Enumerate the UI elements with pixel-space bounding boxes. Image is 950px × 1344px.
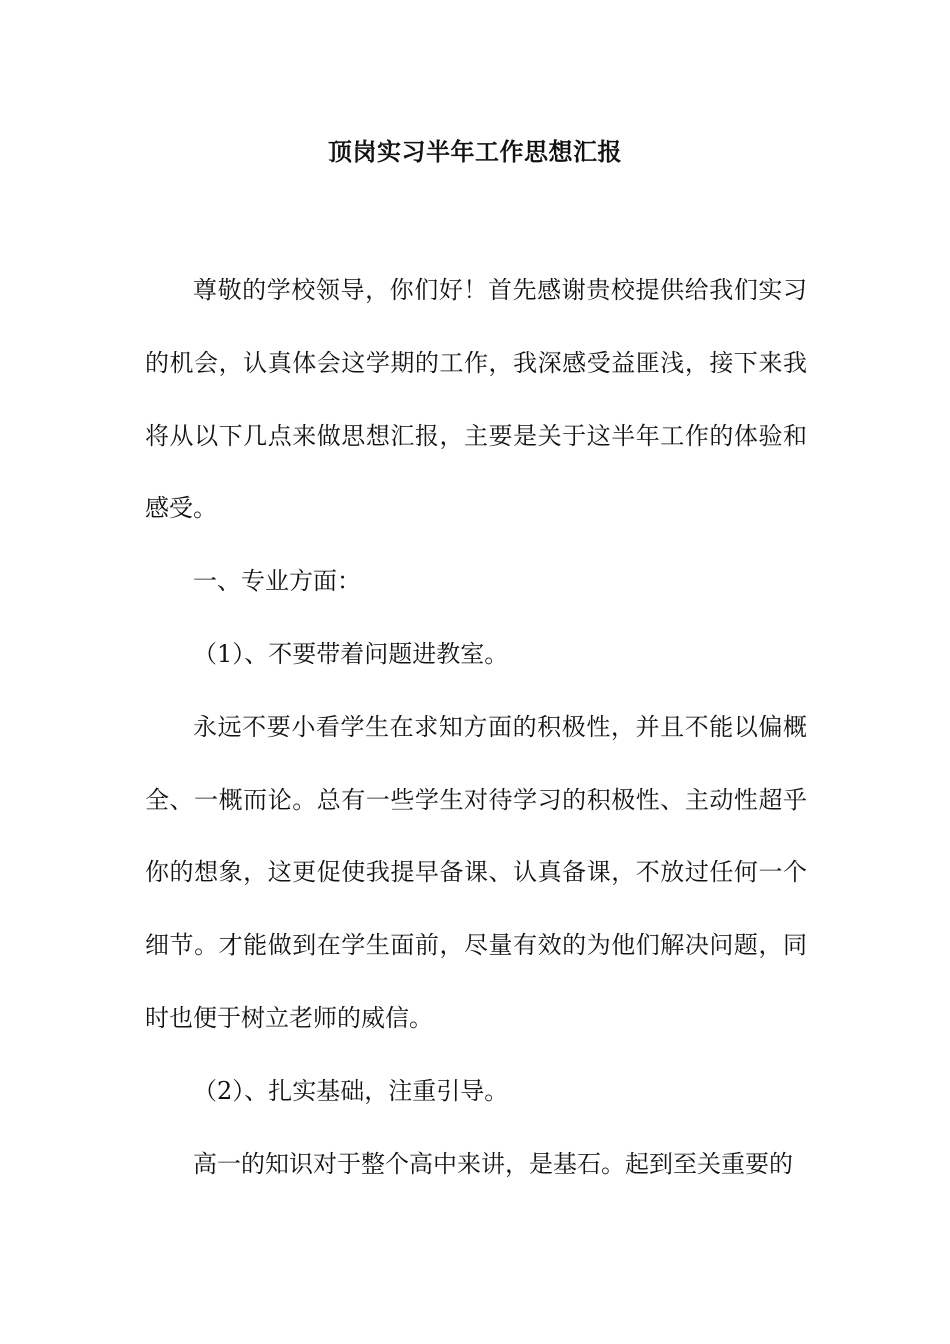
section-heading-professional: 一、专业方面： xyxy=(193,567,361,596)
paragraph-1: 永远不要小看学生在求知方面的积极性，并且不能以偏概全、一概而论。总有一些学生对待学习的积极性、主动性超乎你的想象，这更促使我提早备课、认真备课，不放过任何一个细节。才能做到在学生面前，尽量有效的为他们解决问题，同时也便于树立老师的威信。 xyxy=(145,712,807,1032)
subheading-2: （2）、扎实基础，注重引导。 xyxy=(193,1076,509,1105)
document-title: 顶岗实习半年工作思想汇报 xyxy=(328,137,622,166)
paragraph-greeting: 尊敬的学校领导，你们好！首先感谢贵校提供给我们实习的机会，认真体会这学期的工作，我深感受益匪浅，接下来我将从以下几点来做思想汇报，主要是关于这半年工作的体验和感受。 xyxy=(145,276,807,523)
subheading-1: （1）、不要带着问题进教室。 xyxy=(193,639,509,668)
document-body xyxy=(145,254,807,1200)
paragraph-2: 高一的知识对于整个高中来讲，是基石。起到至关重要的 xyxy=(193,1149,793,1178)
